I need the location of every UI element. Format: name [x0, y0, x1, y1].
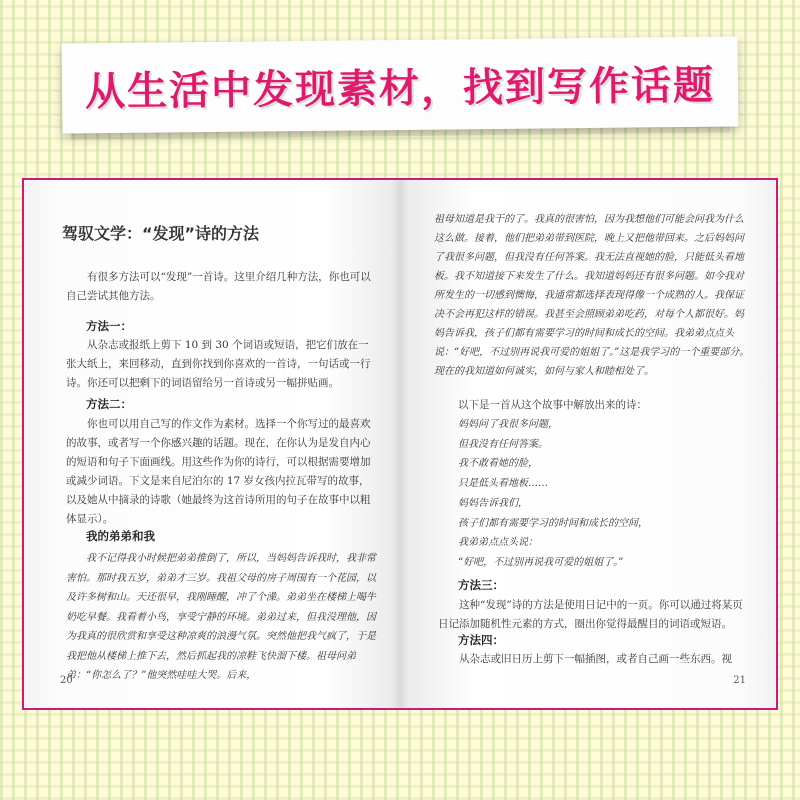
method3-paragraph: 这种“发现”诗的方法是使用日记中的一页。你可以通过将某页日记添加随机性元素的方式，圈出你觉得最醒目的词语或短语。 — [438, 599, 743, 630]
method1-paragraph: 从杂志或报纸上剪下 10 到 30 个词语或短语，把它们放在一张大纸上，来回移动，直到你找到你喜欢的一首诗，一句话或一行诗。你还可以把剩下的词语留给另一首诗或另一幅拼贴画。 — [66, 339, 371, 389]
poem-line: 妈妈问了我很多问题， — [458, 419, 558, 430]
method2-paragraph: 你也可以用自己写的作文作为素材。选择一个你写过的最喜欢的故事，或者写一个你感兴趣的话题。现在，在你认为是发自内心的短语和句子下面画线。用这些作为你的诗行，可以根据需要增加或减少词语。下文是来自尼泊尔的 17 岁女孩内拉瓦带写的故事，以及她从中摘录的诗歌（她最终为这首诗所用的句子在故事中以粗体显示）。 — [66, 418, 371, 525]
intro-paragraph: 有很多方法可以“发现”一首诗。这里介绍几种方法，你也可以自己尝试其他方法。 — [66, 271, 371, 302]
story-continued: 祖母知道是我干的了。我真的很害怕，因为我想他们可能会问我为什么这么做。接着，他们把弟弟带到医院，晚上又把他带回来。之后妈妈问了我很多问题，但我没有任何答案。我无法直视她的脸，只能低头看地板。我不知道接下来发生了什么。我知道妈妈还有很多问题。如今我对所发生的一切感到懊悔，我通常都选择表现得像一个成熟的人。我保证决不会再犯这样的错误。我甚至会照顾弟弟吃药，对每个人都很好。妈妈告诉我，孩子们都有需要学习的时间和成长的空间。我弟弟点点头说：“好吧，不过别再说我可爱的姐姐了。”这是我学习的一个重要部分。现在的我知道如何诚实，如何与家人和睦相处了。 — [434, 214, 750, 377]
title-banner — [62, 36, 739, 133]
poem-line: 但我没有任何答案。 — [458, 438, 548, 450]
right-page — [424, 180, 754, 708]
book-spread-frame — [22, 178, 778, 710]
poem-line: 只是低头看地板…… — [458, 478, 548, 490]
method4-paragraph: 从杂志或旧日历上剪下一幅插图，或者自己画一些东西。视 — [459, 653, 732, 665]
left-page — [52, 180, 382, 708]
story-title: 我的弟弟和我 — [86, 529, 155, 543]
poem-line: 我弟弟点点头说： — [458, 537, 538, 549]
banner-title: 从生活中发现素材，找到写作话题 — [84, 62, 716, 115]
poem-line: “好吧，不过别再说我可爱的姐姐了。” — [458, 556, 624, 568]
poem — [458, 415, 718, 573]
page-number: 20 — [60, 675, 73, 686]
method3-heading: 方法三： — [458, 578, 504, 592]
method1-heading: 方法一： — [86, 319, 132, 333]
poem-line: 孩子们都有需要学习的时间和成长的空间， — [458, 517, 648, 529]
chapter-title: 驾驭文学：“发现”诗的方法 — [62, 224, 260, 243]
poem-line: 妈妈告诉我们， — [458, 497, 528, 509]
open-book — [24, 180, 776, 708]
method4-heading: 方法四： — [458, 633, 504, 647]
method2-heading: 方法二： — [86, 397, 132, 411]
poem-intro: 以下是一首从这个故事中解放出来的诗： — [458, 399, 647, 411]
story-paragraph: 我不记得我小时候把弟弟推倒了，所以，当妈妈告诉我时，我非常害怕。那时我五岁，弟弟才三岁。我祖父母的房子周围有一个花园，以及许多树和山。天还很早，我刚睡醒，冲了个澡。弟弟坐在楼梯上喝牛奶吃早餐。我看着小鸟，享受宁静的环境。弟弟过来，但我没理他，因为我真的很欣赏和享受这种凉爽的浪漫气氛。突然他把我气疯了，于是我把他从楼梯上推下去，然后抓起我的凉鞋飞快溜下楼。祖母问弟弟：“你怎么了？”他突然哇哇大哭。后来， — [66, 553, 376, 681]
poem-line: 我不敢看她的脸， — [458, 458, 538, 470]
page-number: 21 — [733, 675, 746, 686]
